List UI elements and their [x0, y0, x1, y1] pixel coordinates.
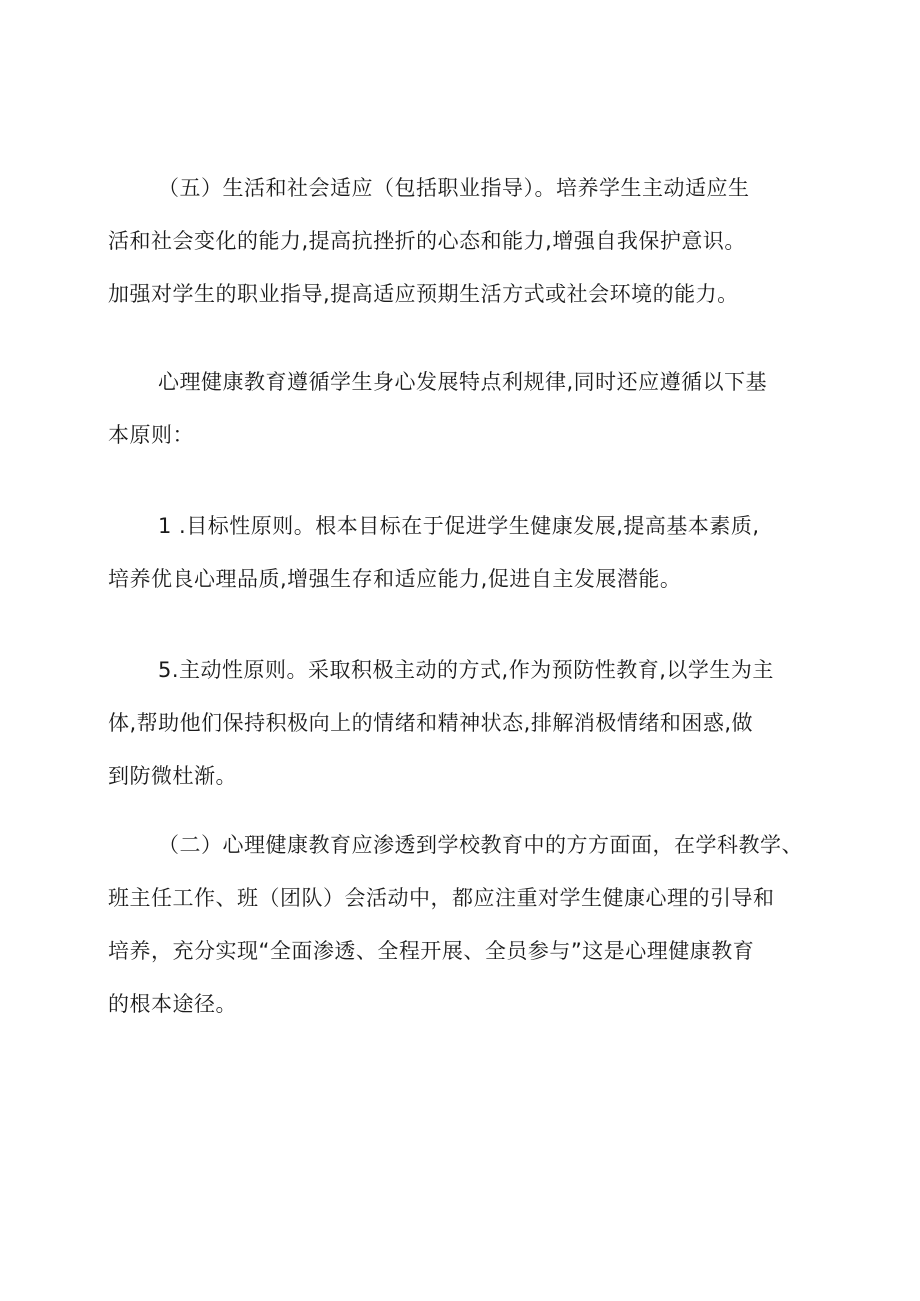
- text-line: 体,帮助他们保持积极向上的情绪和精神状态,排解消极情绪和困惑,做: [108, 711, 754, 735]
- text-line: 1 .目标性原则。根本目标在于促进学生健康发展,提高基本素质,: [158, 514, 760, 538]
- paragraph-initiative-principle: [108, 644, 808, 803]
- text-line: 培养，充分实现“全面渗透、全程开展、全员参与”这是心理健康教育: [108, 939, 755, 963]
- text-line: 到防微杜渐。: [108, 764, 237, 788]
- text-line: （二）心理健康教育应渗透到学校教育中的方方面面，在学科教学、: [158, 833, 803, 857]
- paragraph-life-social-adaptation: [108, 162, 808, 321]
- text-line: 心理健康教育遵循学生身心发展特点利规律,同时还应遵循以下基: [158, 370, 768, 394]
- text-line: 的根本途径。: [108, 992, 237, 1016]
- text-line: 活和社会变化的能力,提高抗挫折的心态和能力,增强自我保护意识。: [108, 229, 746, 253]
- text-line: 本原则：: [108, 423, 194, 447]
- text-line: 加强对学生的职业指导,提高适应预期生活方式或社会环境的能力。: [108, 282, 739, 306]
- paragraph-infiltration-approach: [108, 819, 808, 1031]
- paragraph-basic-principles-intro: [108, 356, 808, 462]
- text-line: 班主任工作、班（团队）会活动中，都应注重对学生健康心理的引导和: [108, 886, 775, 910]
- text-line: 培养优良心理品质,增强生存和适应能力,促进自主发展潜能。: [108, 567, 682, 591]
- text-line: （五）生活和社会适应（包括职业指导）。培养学生主动适应生: [158, 176, 750, 200]
- paragraph-goal-principle: [108, 500, 808, 606]
- text-line: 5.主动性原则。采取积极主动的方式,作为预防性教育,以学生为主: [158, 658, 774, 682]
